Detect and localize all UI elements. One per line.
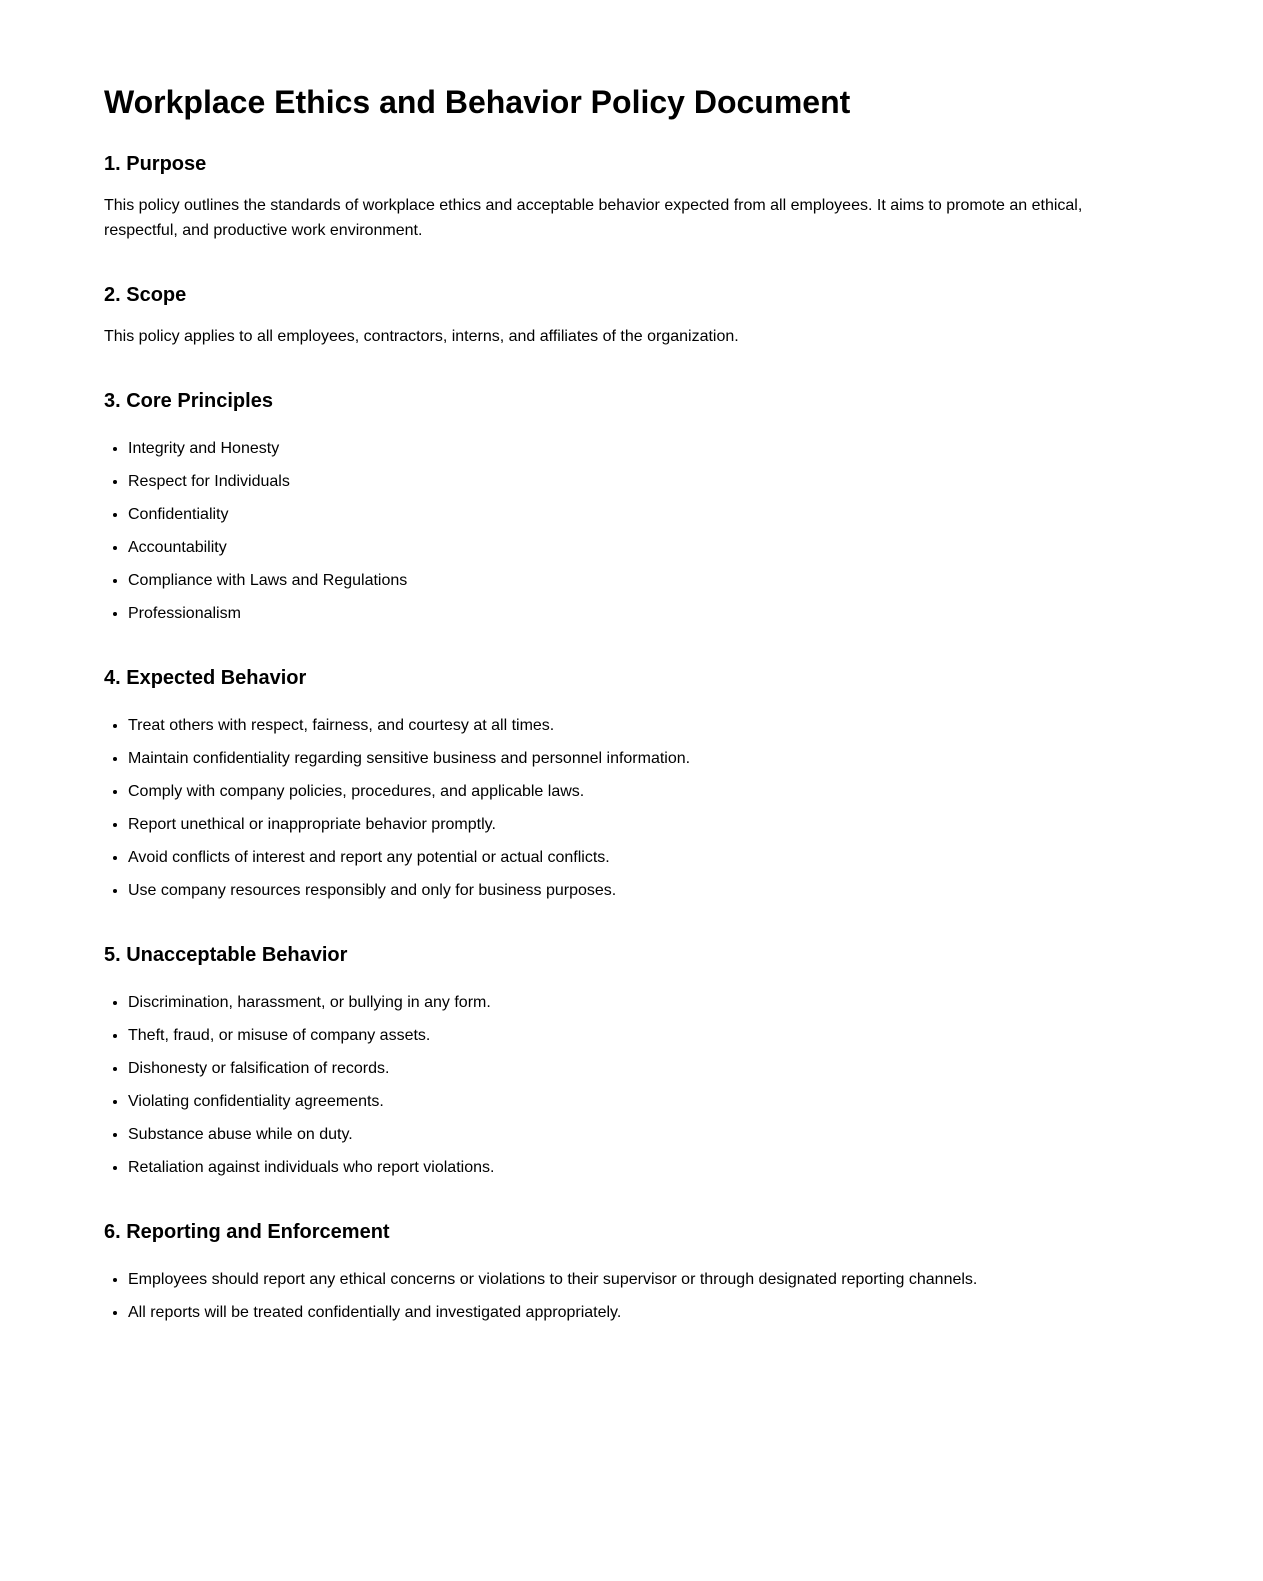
section-heading-core-principles: 3. Core Principles [104,390,273,412]
list-item: • Treat others with respect, fairness, and courtesy at all times. [128,713,1159,738]
section-heading-scope: 2. Scope [104,284,187,306]
section-purpose [104,152,1159,243]
list-item: • Violating confidentiality agreements. [128,1089,1159,1114]
reporting-enforcement-list [104,1267,1159,1325]
list-item: • Avoid conflicts of interest and report any potential or actual conflicts. [128,845,1159,870]
list-item: • Compliance with Laws and Regulations [128,568,1159,593]
list-item: • Discrimination, harassment, or bullying in any form. [128,990,1159,1015]
list-item: • Respect for Individuals [128,469,1159,494]
core-principles-list [104,436,1159,626]
list-item: • Accountability [128,535,1159,560]
unacceptable-behavior-list [104,990,1159,1180]
list-item: • Maintain confidentiality regarding sensitive business and personnel information. [128,746,1159,771]
list-item: • Employees should report any ethical concerns or violations to their supervisor or through designated reporting channels. [128,1267,1159,1292]
section-heading-unacceptable-behavior: 5. Unacceptable Behavior [104,944,348,966]
list-item: • Confidentiality [128,502,1159,527]
scope-paragraph: This policy applies to all employees, contractors, interns, and affiliates of the organization. [104,328,739,345]
list-item: • Theft, fraud, or misuse of company assets. [128,1023,1159,1048]
list-item: • All reports will be treated confidentially and investigated appropriately. [128,1300,1159,1325]
list-item: • Professionalism [128,601,1159,626]
section-expected-behavior [104,666,1159,903]
list-item: • Dishonesty or falsification of records. [128,1056,1159,1081]
section-reporting-enforcement [104,1220,1159,1325]
list-item: • Use company resources responsibly and only for business purposes. [128,878,1159,903]
section-heading-expected-behavior: 4. Expected Behavior [104,667,307,689]
section-scope [104,283,1159,349]
list-item: • Report unethical or inappropriate behavior promptly. [128,812,1159,837]
list-item: • Integrity and Honesty [128,436,1159,461]
expected-behavior-list [104,713,1159,903]
purpose-paragraph: This policy outlines the standards of workplace ethics and acceptable behavior expected from all employees. It aims to promote an ethical, respectful, and productive work environment. [104,197,1083,239]
list-item: • Retaliation against individuals who report violations. [128,1155,1159,1180]
section-unacceptable-behavior [104,943,1159,1180]
section-heading-purpose: 1. Purpose [104,153,207,175]
list-item: • Comply with company policies, procedures, and applicable laws. [128,779,1159,804]
section-core-principles [104,389,1159,626]
section-heading-reporting-enforcement: 6. Reporting and Enforcement [104,1221,390,1243]
page-title: Workplace Ethics and Behavior Policy Document [104,84,851,120]
list-item: • Substance abuse while on duty. [128,1122,1159,1147]
